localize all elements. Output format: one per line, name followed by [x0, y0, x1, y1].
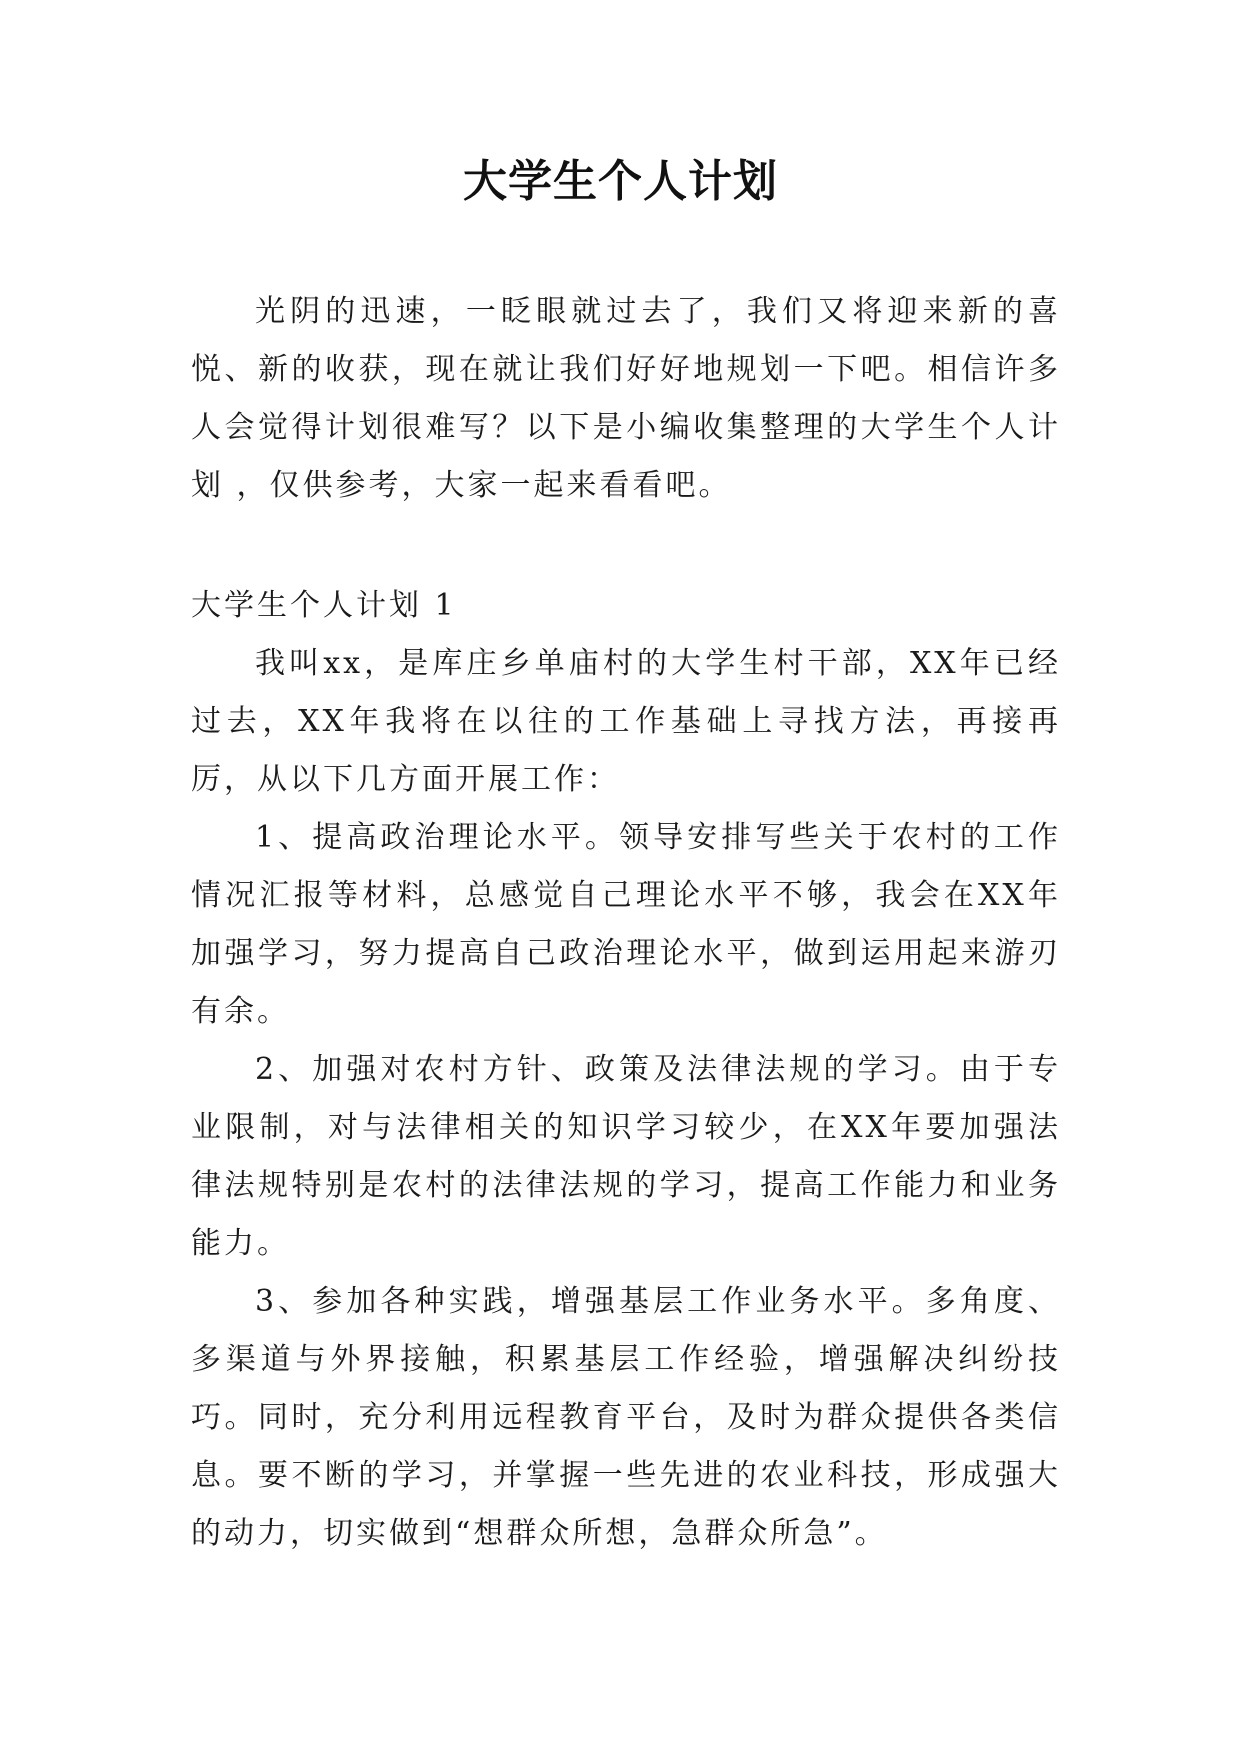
plan-item-3: 3、参加各种实践，增强基层工作业务水平。多角度、多渠道与外界接触，积累基层工作经验，增强解决纠纷技巧。同时，充分利用远程教育平台，及时为群众提供各类信息。要不断的学习，并掌握一些先进的农业科技，形成强大的动力，切实做到“想群众所想，急群众所急”。 [191, 1284, 1061, 1551]
intro-paragraph: 光阴的迅速，一眨眼就过去了，我们又将迎来新的喜悦、新的收获，现在就让我们好好地规划一下吧。相信许多人会觉得计划很难写？以下是小编收集整理的大学生个人计划 ，仅供参考，大家一起来看看吧。 [191, 294, 1061, 503]
body-paragraph: 我叫xx，是库庄乡单庙村的大学生村干部，XX年已经过去，XX年我将在以往的工作基础上寻找方法，再接再厉，从以下几方面开展工作： [191, 646, 1061, 797]
plan-item-1: 1、提高政治理论水平。领导安排写些关于农村的工作情况汇报等材料，总感觉自己理论水平不够，我会在XX年加强学习，努力提高自己政治理论水平，做到运用起来游刃有余。 [191, 820, 1061, 1029]
document-title: 大学生个人计划 [463, 156, 778, 207]
plan-item-2: 2、加强对农村方针、政策及法律法规的学习。由于专业限制，对与法律相关的知识学习较少，在XX年要加强法律法规特别是农村的法律法规的学习，提高工作能力和业务能力。 [191, 1052, 1061, 1261]
section-heading: 大学生个人计划 1 [191, 588, 457, 623]
